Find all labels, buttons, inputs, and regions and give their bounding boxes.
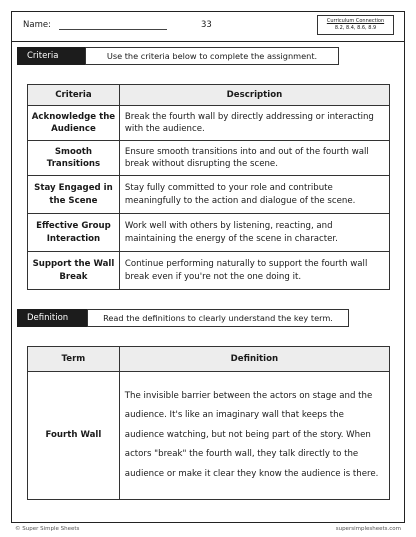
term-cell: Fourth Wall bbox=[28, 372, 120, 500]
definition-cell: The invisible barrier between the actors on stage and the audience. It's like an imaginary wall that keeps the audience watching, but not being part of the story. When actors "break" the fourth wall, they talk directly to the audience or make it clear they know the audience is there. bbox=[119, 372, 389, 500]
curriculum-connection-box bbox=[317, 15, 394, 35]
table-row bbox=[28, 252, 390, 290]
curriculum-connection-codes: 8.2, 8.4, 8.6, 8.9 bbox=[334, 25, 377, 31]
table-row bbox=[28, 372, 390, 500]
criteria-cell: Effective Group Interaction bbox=[28, 214, 120, 252]
definition-column-header: Definition bbox=[119, 347, 389, 372]
definition-section-bar bbox=[17, 309, 349, 327]
criteria-cell: Stay Engaged in the Scene bbox=[28, 176, 120, 214]
table-row bbox=[28, 176, 390, 214]
description-column-header: Description bbox=[119, 85, 389, 106]
definition-table bbox=[27, 346, 390, 500]
curriculum-connection-title: Curriculum Connection bbox=[326, 18, 385, 24]
definition-section-label: Definition bbox=[17, 309, 89, 327]
criteria-table bbox=[27, 84, 390, 290]
criteria-section-bar bbox=[17, 47, 339, 65]
description-cell: Work well with others by listening, reacting, and maintaining the energy of the scene in character. bbox=[119, 214, 389, 252]
criteria-cell: Smooth Transitions bbox=[28, 141, 120, 176]
description-cell: Ensure smooth transitions into and out of the fourth wall break without disrupting the scene. bbox=[119, 141, 389, 176]
page-number: 33 bbox=[201, 20, 212, 30]
description-cell: Continue performing naturally to support the fourth wall break even if you're not the one doing it. bbox=[119, 252, 389, 290]
table-row bbox=[28, 106, 390, 141]
criteria-section-label: Criteria bbox=[17, 47, 87, 65]
description-cell: Break the fourth wall by directly addressing or interacting with the audience. bbox=[119, 106, 389, 141]
name-label: Name: bbox=[23, 20, 51, 30]
name-input-line[interactable] bbox=[59, 29, 167, 30]
term-column-header: Term bbox=[28, 347, 120, 372]
definition-instruction: Read the definitions to clearly understand the key term. bbox=[87, 309, 349, 327]
criteria-cell: Acknowledge the Audience bbox=[28, 106, 120, 141]
table-row bbox=[28, 141, 390, 176]
website-link[interactable]: supersimplesheets.com bbox=[335, 526, 401, 532]
header-divider bbox=[11, 41, 405, 42]
description-cell: Stay fully committed to your role and contribute meaningfully to the action and dialogue of the scene. bbox=[119, 176, 389, 214]
worksheet-header bbox=[11, 11, 405, 41]
criteria-cell: Support the Wall Break bbox=[28, 252, 120, 290]
table-row bbox=[28, 214, 390, 252]
criteria-table-header-row bbox=[28, 85, 390, 106]
criteria-instruction: Use the criteria below to complete the assignment. bbox=[85, 47, 339, 65]
copyright-text: © Super Simple Sheets bbox=[15, 526, 80, 532]
definition-table-header-row bbox=[28, 347, 390, 372]
criteria-column-header: Criteria bbox=[28, 85, 120, 106]
